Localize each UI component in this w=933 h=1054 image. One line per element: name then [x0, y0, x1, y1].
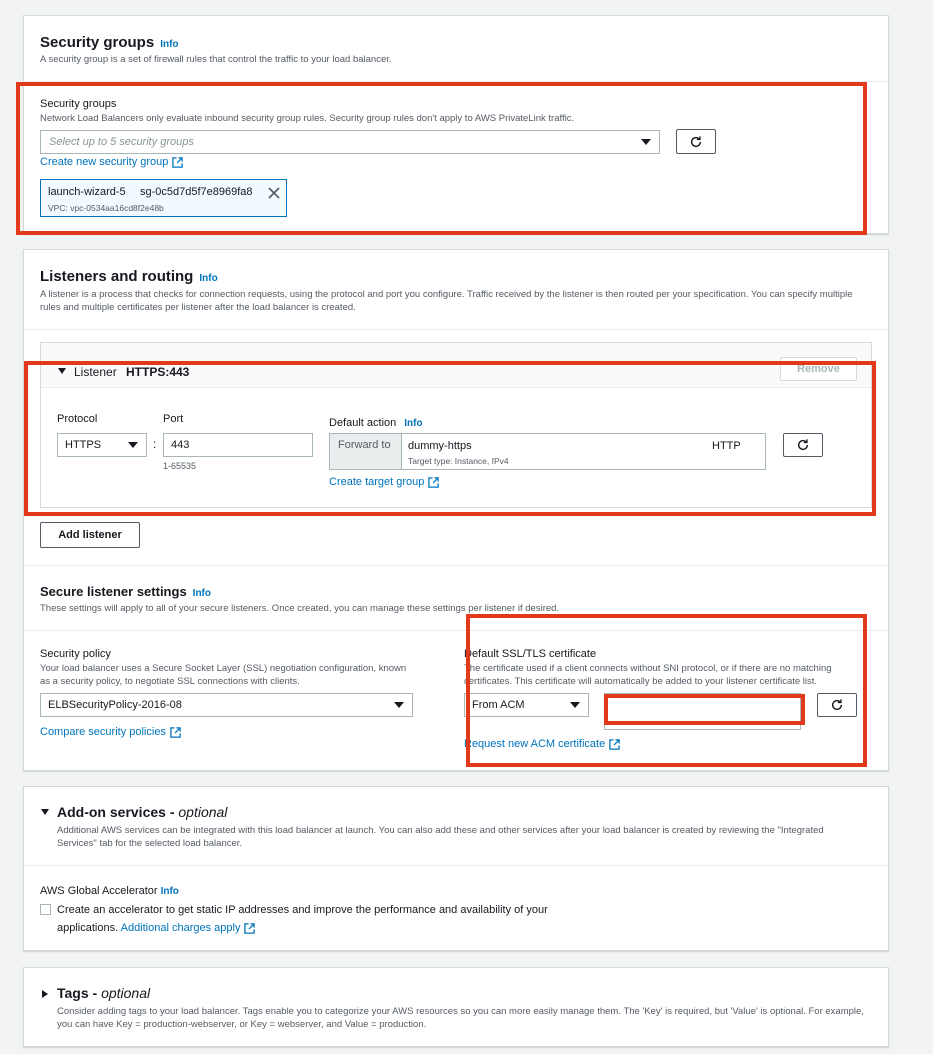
target-group-name: dummy-https: [408, 440, 472, 452]
security-groups-title: Security groups: [40, 34, 155, 51]
forward-to-label: Forward to: [338, 439, 391, 451]
secure-settings-heading: [40, 583, 211, 601]
listeners-title: Listeners and routing: [40, 268, 194, 285]
tags-description: Consider adding tags to your load balancer. Tags enable you to categorize your AWS resources so you can more easily manage them. The 'Key' is required, but 'Value' is optional. For example, you can have Key = production-webserver, or Key = webserver, and Value = production.: [57, 1006, 864, 1030]
security-groups-field-label: Security groups: [40, 98, 117, 110]
request-acm-certificate-link[interactable]: Request new ACM certificate: [464, 738, 620, 750]
secure-settings-description: These settings will apply to all of your secure listeners. Once created, you can manage these settings per listener if desired.: [40, 603, 560, 614]
tags-title: Tags -: [57, 985, 102, 1001]
refresh-icon: [689, 135, 703, 149]
listeners-info-link[interactable]: Info: [199, 273, 218, 284]
addon-services-heading[interactable]: [57, 804, 227, 820]
default-action-info-link[interactable]: Info: [404, 418, 423, 429]
protocol-port-separator: :: [153, 437, 157, 451]
refresh-security-groups-button[interactable]: [676, 129, 716, 154]
target-group-select[interactable]: [329, 433, 766, 470]
target-group-protocol: HTTP: [712, 440, 741, 452]
protocol-label: Protocol: [57, 413, 98, 425]
certificate-description: The certificate used if a client connects without SNI protocol, or if there are no matching certificates. This certificate will automatically be added to your listener certificate list.: [464, 663, 832, 687]
token-group-name: launch-wizard-5: [48, 186, 126, 198]
tags-heading[interactable]: [57, 985, 150, 1001]
caret-down-icon: [394, 702, 404, 708]
listeners-heading: [40, 268, 218, 286]
expand-triangle-icon[interactable]: [42, 990, 48, 998]
security-policy-description: Your load balancer uses a Secure Socket Layer (SSL) negotiation configuration, known as a security policy, to negotiate SSL connections with clients.: [40, 663, 407, 687]
refresh-certificates-button[interactable]: [817, 693, 857, 717]
tags-optional: optional: [101, 985, 151, 1001]
secure-settings-info-link[interactable]: Info: [192, 588, 211, 599]
security-policy-value: ELBSecurityPolicy-2016-08: [48, 699, 182, 711]
global-accelerator-heading: [40, 881, 179, 899]
security-policy-label: Security policy: [40, 648, 111, 660]
expand-triangle-icon[interactable]: [58, 368, 66, 374]
create-target-group-link[interactable]: Create target group: [329, 476, 439, 488]
security-groups-heading: [40, 34, 179, 52]
global-accelerator-checkbox-text: Create an accelerator to get static IP addresses and improve the performance and availability of your applications. Additional charges apply: [57, 904, 548, 934]
security-group-token: [40, 179, 287, 217]
add-listener-button[interactable]: Add listener: [40, 522, 140, 548]
external-link-icon: [170, 727, 181, 738]
port-value: 443: [171, 439, 190, 451]
listener-name: HTTPS:443: [126, 365, 190, 379]
caret-down-icon: [128, 442, 138, 448]
external-link-icon: [172, 157, 183, 168]
default-action-label: Default action: [329, 417, 397, 429]
security-groups-placeholder: Select up to 5 security groups: [49, 136, 194, 148]
default-action-heading: [329, 413, 423, 431]
certificate-select[interactable]: [604, 693, 801, 730]
global-accelerator-checkbox[interactable]: [40, 904, 51, 915]
forward-to-addon: [330, 434, 402, 469]
certificate-source-select[interactable]: [464, 693, 589, 717]
additional-charges-link[interactable]: Additional charges apply: [121, 922, 256, 934]
token-group-id: sg-0c5d7d5f7e8969fa8: [140, 186, 253, 198]
listener-panel: [40, 342, 872, 508]
addon-services-card: [23, 786, 889, 951]
tags-card: [23, 967, 889, 1047]
security-policy-select[interactable]: [40, 693, 413, 717]
addon-services-title: Add-on services -: [57, 804, 179, 820]
target-group-type: Target type: Instance, IPv4: [408, 456, 509, 466]
security-groups-select[interactable]: [40, 130, 660, 154]
addon-services-description: Additional AWS services can be integrated with this load balancer at launch. You can also add these and other services after your load balancer is created by reviewing the "Integrated Services" tab for the selected load balancer.: [57, 825, 824, 849]
security-groups-card: [23, 15, 889, 234]
addon-services-optional: optional: [178, 804, 228, 820]
listeners-description: A listener is a process that checks for connection requests, using the protocol and port you configure. Traffic received by the listener is then routed per your specification. You can specify multiple rules and multiple certificates per listener after the load balancer is created.: [40, 289, 853, 313]
close-icon[interactable]: [268, 187, 280, 199]
port-hint: 1-65535: [163, 461, 197, 471]
global-accelerator-info-link[interactable]: Info: [160, 886, 179, 897]
expand-triangle-icon[interactable]: [41, 809, 49, 815]
refresh-icon: [796, 438, 810, 452]
caret-down-icon: [570, 702, 580, 708]
protocol-select[interactable]: [57, 433, 147, 457]
remove-listener-button[interactable]: Remove: [780, 357, 857, 381]
certificate-label: Default SSL/TLS certificate: [464, 648, 597, 660]
caret-down-icon: [641, 139, 651, 145]
refresh-target-groups-button[interactable]: [783, 433, 823, 457]
compare-security-policies-link[interactable]: Compare security policies: [40, 726, 181, 738]
listeners-card: [23, 249, 889, 771]
secure-settings-title: Secure listener settings: [40, 584, 187, 599]
port-label: Port: [163, 413, 184, 425]
port-input[interactable]: [163, 433, 313, 457]
certificate-source-value: From ACM: [472, 699, 525, 711]
token-vpc: VPC: vpc-0534aa16cd8f2e48b: [48, 203, 164, 213]
refresh-icon: [830, 698, 844, 712]
external-link-icon: [428, 477, 439, 488]
security-groups-field-description: Network Load Balancers only evaluate inbound security group rules. Security group rules don't apply to AWS PrivateLink traffic.: [40, 113, 575, 124]
security-groups-description: A security group is a set of firewall rules that control the traffic to your load balancer.: [40, 54, 392, 65]
external-link-icon: [609, 739, 620, 750]
protocol-value: HTTPS: [65, 439, 102, 451]
security-groups-info-link[interactable]: Info: [160, 39, 179, 50]
external-link-icon: [244, 923, 255, 934]
create-security-group-link[interactable]: Create new security group: [40, 156, 183, 168]
global-accelerator-label: AWS Global Accelerator: [40, 885, 158, 897]
listener-label: Listener: [74, 365, 117, 379]
